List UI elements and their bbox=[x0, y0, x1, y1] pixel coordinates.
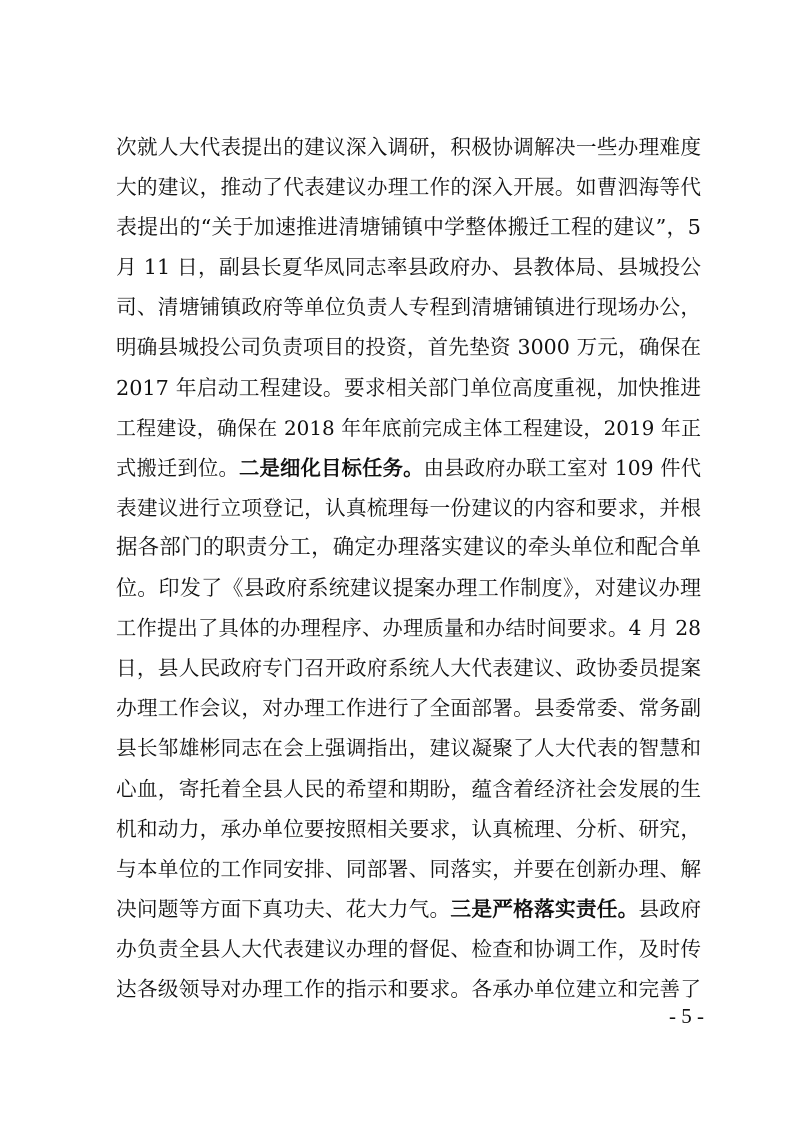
text-line bbox=[116, 167, 701, 207]
text-segment: 心血，寄托着全县人民的希望和期盼，蕴含着经济社会发展的生 bbox=[116, 776, 701, 801]
text-line bbox=[116, 127, 701, 167]
text-segment: 决问题等方面下真功夫、花大力气。 bbox=[116, 896, 451, 921]
text-line bbox=[116, 247, 701, 287]
text-line bbox=[116, 488, 701, 528]
text-segment: 工程建设，确保在 2018 年年底前完成主体工程建设，2019 年正 bbox=[116, 415, 701, 440]
text-line bbox=[116, 408, 701, 448]
text-line bbox=[116, 287, 701, 327]
text-segment: 与本单位的工作同安排、同部署、同落实，并要在创新办理、解 bbox=[116, 856, 701, 881]
text-line bbox=[116, 368, 701, 408]
text-line bbox=[116, 929, 701, 969]
text-line bbox=[116, 809, 701, 849]
text-segment: 由县政府办联工室对 109 件代 bbox=[423, 455, 701, 480]
text-line bbox=[116, 528, 701, 568]
text-segment: 司、清塘铺镇政府等单位负责人专程到清塘铺镇进行现场办公， bbox=[116, 295, 701, 320]
page-number: - 5 - bbox=[669, 1004, 704, 1028]
text-line bbox=[116, 688, 701, 728]
bold-heading-text: 二是细化目标任务。 bbox=[239, 455, 424, 480]
text-segment: 大的建议，推动了代表建议办理工作的深入开展。如曹泗海等代 bbox=[116, 175, 701, 200]
text-segment: 明确县城投公司负责项目的投资，首先垫资 3000 万元，确保在 bbox=[116, 335, 701, 360]
text-segment: 办理工作会议，对办理工作进行了全面部署。县委常委、常务副 bbox=[116, 696, 701, 721]
text-segment: 式搬迁到位。 bbox=[116, 455, 240, 480]
body-text bbox=[116, 127, 701, 1009]
bold-heading-text: 三是严格落实责任。 bbox=[450, 896, 639, 921]
text-segment: 表建议进行立项登记，认真梳理每一份建议的内容和要求，并根 bbox=[116, 495, 701, 520]
text-segment: 月 11 日，副县长夏华凤同志率县政府办、县教体局、县城投公 bbox=[116, 255, 701, 280]
text-segment: 位。印发了《县政府系统建议提案办理工作制度》，对建议办理 bbox=[116, 575, 701, 601]
text-line bbox=[116, 608, 701, 648]
text-line bbox=[116, 728, 701, 768]
text-segment: 工作提出了具体的办理程序、办理质量和办结时间要求。4 月 28 bbox=[116, 616, 701, 641]
text-line bbox=[116, 769, 701, 809]
text-line bbox=[116, 648, 701, 688]
text-segment: 达各级领导对办理工作的指示和要求。各承办单位建立和完善了 bbox=[116, 976, 701, 1001]
text-line bbox=[116, 327, 701, 367]
text-line bbox=[116, 889, 701, 929]
text-segment: 2017 年启动工程建设。要求相关部门单位高度重视，加快推进 bbox=[116, 375, 701, 400]
text-line bbox=[116, 849, 701, 889]
text-segment: 县长邹雄彬同志在会上强调指出，建议凝聚了人大代表的智慧和 bbox=[116, 736, 701, 761]
text-segment: 机和动力，承办单位要按照相关要求，认真梳理、分析、研究， bbox=[116, 816, 701, 841]
text-line bbox=[116, 207, 701, 247]
text-line bbox=[116, 448, 701, 488]
text-segment: 表提出的“关于加速推进清塘铺镇中学整体搬迁工程的建议”，5 bbox=[116, 215, 701, 240]
text-line bbox=[116, 568, 701, 608]
text-segment: 办负责全县人大代表建议办理的督促、检查和协调工作，及时传 bbox=[116, 936, 701, 961]
text-segment: 据各部门的职责分工，确定办理落实建议的牵头单位和配合单 bbox=[116, 534, 701, 560]
text-segment: 县政府 bbox=[638, 896, 702, 921]
text-segment: 日，县人民政府专门召开政府系统人大代表建议、政协委员提案 bbox=[116, 656, 701, 681]
text-segment: 次就人大代表提出的建议深入调研，积极协调解决一些办理难度 bbox=[116, 135, 701, 159]
